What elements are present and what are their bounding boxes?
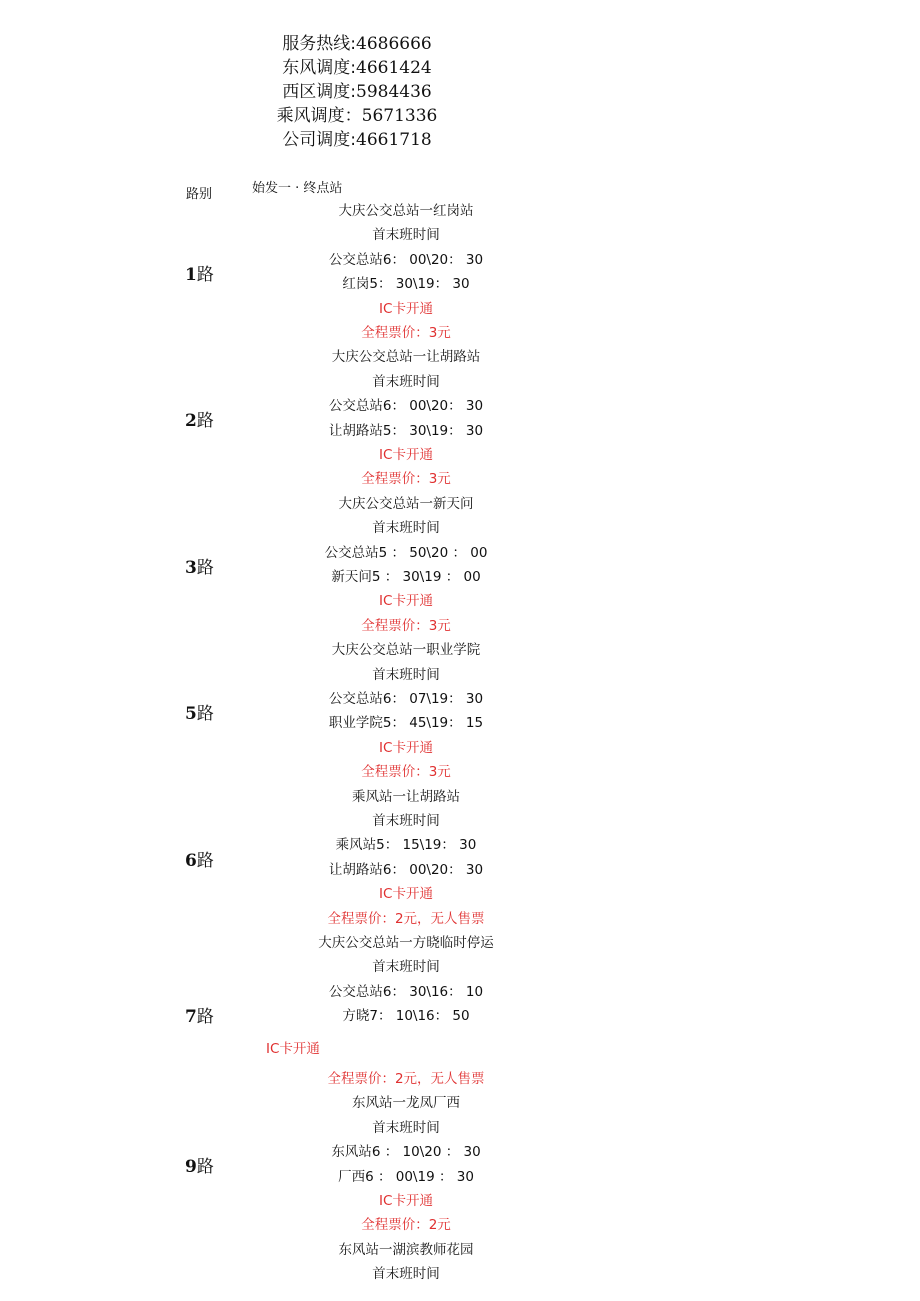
- hotline-row: [262, 80, 452, 104]
- route-number: 7: [185, 1007, 197, 1027]
- hotline-label: 服务热线: [282, 34, 351, 54]
- route-label: [185, 408, 214, 434]
- route-number: 9: [185, 1157, 197, 1178]
- hotline-number: 4661424: [356, 58, 432, 78]
- route-label: [185, 555, 214, 581]
- route-suffix: 路: [196, 850, 214, 871]
- departure-time: 让胡路站6： 00\20： 30: [328, 861, 484, 878]
- route-suffix: 路: [196, 1157, 214, 1178]
- hotline-separator: ：: [344, 106, 362, 126]
- route-number: 2: [185, 411, 197, 432]
- hotline-label: 西区调度: [282, 82, 351, 102]
- hotline-number: 4661718: [356, 130, 432, 150]
- ic-card-note: IC卡开通: [379, 1193, 433, 1209]
- schedule-heading: 首末班时间: [372, 373, 440, 390]
- hotline-number: 4686666: [356, 34, 432, 54]
- fare-note: 全程票价：2元，无人售票: [327, 1071, 485, 1087]
- departure-time: 公交总站6： 00\20： 30: [328, 251, 484, 268]
- route-terminals: 大庆公交总站一让胡路站: [331, 349, 481, 366]
- departure-time: 职业学院5： 45\19： 15: [328, 715, 484, 732]
- hotline-row: [262, 128, 452, 152]
- departure-time: 东风站6 ： 10\20 ： 30: [331, 1144, 481, 1161]
- hotline-number: 5671336: [361, 106, 438, 126]
- ic-card-note: IC卡开通: [379, 447, 433, 463]
- route-suffix: 路: [196, 557, 214, 578]
- hotline-row: [262, 56, 452, 80]
- departure-time: 公交总站6： 00\20： 30: [328, 398, 484, 415]
- route-label: [185, 262, 214, 288]
- route-terminals: 东风站一湖滨教师花园: [338, 1241, 474, 1258]
- hotline-label: 乘风调度: [276, 106, 345, 126]
- route-suffix: 路: [196, 704, 214, 725]
- ic-card-note: IC卡开通: [266, 1040, 320, 1057]
- route-suffix: 路: [196, 1007, 214, 1027]
- departure-time: 方晓7： 10\16： 50: [342, 1008, 470, 1025]
- departure-time: 新天问5 ： 30\19 ： 00: [331, 569, 481, 585]
- ic-card-note: IC卡开通: [379, 300, 433, 317]
- schedule-heading: 首末班时间: [372, 813, 440, 829]
- schedule-heading: 首末班时间: [372, 227, 440, 244]
- departure-time: 乘风站5： 15\19： 30: [335, 837, 477, 854]
- hotline-row: [262, 32, 452, 56]
- departure-time: 公交总站6： 07\19： 30: [328, 691, 484, 707]
- fare-note: 全程票价：3元: [361, 617, 451, 634]
- ic-card-note: IC卡开通: [379, 739, 433, 756]
- fare-note: 全程票价：3元: [361, 325, 451, 341]
- route-terminals: 大庆公交总站一方晓临时停运: [318, 935, 494, 951]
- route-suffix: 路: [196, 265, 214, 285]
- route-terminals: 大庆公交总站一红岗站: [338, 203, 474, 219]
- route-suffix: 路: [196, 411, 214, 432]
- fare-note: 全程票价：2元，无人售票: [327, 910, 485, 927]
- route-terminals: 大庆公交总站一新天问: [338, 495, 474, 512]
- route-label: [185, 1004, 214, 1030]
- route-number: 3: [185, 557, 197, 578]
- departure-time: 红岗5： 30\19： 30: [342, 276, 470, 293]
- route-number: 6: [185, 850, 197, 871]
- route-terminals: 乘风站一让胡路站: [352, 788, 460, 805]
- route-number: 1: [185, 265, 197, 285]
- route-column-header: 路别: [186, 187, 213, 202]
- fare-note: 全程票价：3元: [361, 764, 451, 781]
- hotline-label: 公司调度: [282, 130, 351, 150]
- hotline-separator: :: [350, 82, 356, 102]
- hotline-list: [262, 32, 452, 152]
- ic-card-note: IC卡开通: [379, 886, 433, 903]
- hotline-number: 5984436: [356, 82, 432, 102]
- schedule-heading: 首末班时间: [372, 666, 440, 683]
- route-label: [185, 1154, 214, 1180]
- route-number: 5: [185, 704, 197, 725]
- departure-time: 厂西6 ： 00\19 ： 30: [338, 1168, 474, 1185]
- hotline-separator: :: [350, 58, 356, 78]
- route-label: [185, 701, 214, 727]
- route-label: [185, 848, 214, 874]
- hotline-row: [262, 104, 452, 128]
- hotline-label: 东风调度: [282, 58, 351, 78]
- departure-time: 公交总站5 ： 50\20 ： 00: [324, 544, 488, 561]
- schedule-heading: 首末班时间: [372, 959, 440, 976]
- route-terminals: 东风站一龙凤厂西: [352, 1095, 460, 1112]
- ic-card-note: IC卡开通: [379, 593, 433, 610]
- departure-time: 让胡路站5： 30\19： 30: [328, 422, 484, 439]
- schedule-heading: 首末班时间: [372, 1119, 440, 1136]
- schedule-heading: 首末班时间: [372, 520, 440, 537]
- fare-note: 全程票价：2元: [361, 1217, 451, 1234]
- schedule-heading: 首末班时间: [372, 1266, 440, 1283]
- route-terminals: 大庆公交总站一职业学院: [331, 642, 481, 659]
- fare-note: 全程票价：3元: [361, 471, 451, 488]
- terminal-column-header: 始发一 · 终点站: [252, 181, 343, 196]
- hotline-separator: :: [350, 130, 356, 150]
- departure-time: 公交总站6： 30\16： 10: [328, 983, 484, 1000]
- hotline-separator: :: [350, 34, 356, 54]
